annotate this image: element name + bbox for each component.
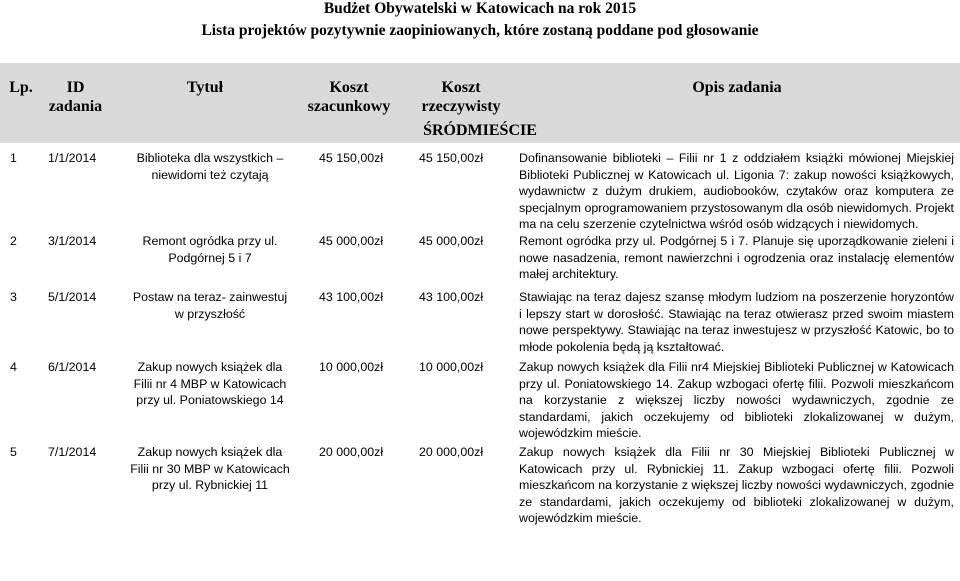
row-title: Biblioteka dla wszystkich – niewidomi też czytają <box>136 151 284 182</box>
row-id: 5/1/2014 <box>48 290 97 304</box>
row-actual: 43 100,00zł <box>419 290 484 304</box>
row-description: Zakup nowych książek dla Filii nr4 Miejskiej Biblioteki Publicznej w Katowicach przy ul. Poniatowskiego 14. Zakup wzbogaci ofertę filii. Pozwoli mieszkańcom na korzystanie z większej liczby nowości wydawniczych, zgodnie ze standardami, jakich oczekujemy od biblioteki zlokalizowanej w dużym, wojewódzkim mieście. <box>519 360 954 440</box>
row-lp: 3 <box>10 290 17 304</box>
row-title: Zakup nowych książek dla Filii nr 30 MBP w Katowicach przy ul. Rybnickiej 11 <box>130 445 290 492</box>
col-header-description: Opis zadania <box>692 79 782 96</box>
col-header-actual: Koszt rzeczywisty <box>421 79 501 115</box>
row-actual: 10 000,00zł <box>419 360 484 374</box>
col-header-title: Tytuł <box>186 79 224 96</box>
row-id: 1/1/2014 <box>48 151 97 165</box>
row-estimated: 43 100,00zł <box>319 290 384 304</box>
row-title: Zakup nowych książek dla Filii nr 4 MBP w Katowicach przy ul. Poniatowskiego 14 <box>133 360 287 407</box>
page-title: Budżet Obywatelski w Katowicach na rok 2015 <box>323 0 637 17</box>
col-header-lp: Lp. <box>9 79 33 96</box>
row-actual: 45 150,00zł <box>419 151 484 165</box>
col-header-estimated: Koszt szacunkowy <box>307 79 391 115</box>
row-estimated: 45 000,00zł <box>319 234 384 248</box>
row-estimated: 45 150,00zł <box>319 151 384 165</box>
col-header-id: ID zadania <box>48 79 103 115</box>
row-estimated: 10 000,00zł <box>319 360 384 374</box>
row-lp: 5 <box>10 445 17 459</box>
row-description: Dofinansowanie biblioteki – Filii nr 1 z oddziałem książki mówionej Miejskiej Biblioteki Publicznej w Katowicach ul. Ligonia 7: zakup nowości książkowych, wydawnictw z dużym drukiem, audiobooków, czytaków oraz komputera ze specjalnym oprogramowaniem przystosowanym dla osób niewidomych. Projekt ma na celu szerzenie czytelnictwa wśród osób widzących i niewidomych. <box>519 151 954 231</box>
row-title: Postaw na teraz- zainwestuj w przyszłość <box>132 290 288 321</box>
row-lp: 2 <box>10 234 17 248</box>
row-title: Remont ogródka przy ul. Podgórnej 5 i 7 <box>142 234 278 265</box>
row-description: Stawiając na teraz dajesz szansę młodym ludziom na poszerzenie horyzontów i lepszy start w dorosłość. Stawiając na teraz otwierasz przed swoim miastem nowe perspektywy. Stawiając na teraz inwestujesz w przyszłość Katowic, bo to młode pokolenia będą ją kształtować. <box>519 290 954 354</box>
row-lp: 4 <box>10 360 17 374</box>
row-actual: 20 000,00zł <box>419 445 484 459</box>
page-subtitle: Lista projektów pozytywnie zaopiniowanych, które zostaną poddane pod głosowanie <box>201 22 759 39</box>
row-lp: 1 <box>10 151 17 165</box>
row-id: 7/1/2014 <box>48 445 97 459</box>
row-actual: 45 000,00zł <box>419 234 484 248</box>
row-description: Zakup nowych książek dla Filii nr 30 Miejskiej Biblioteki Publicznej w Katowicach przy ul. Rybnickiej 11. Zakup wzbogaci ofertę filii. Pozwoli mieszkańcom na korzystanie z większej liczby nowości wydawniczych, zgodnie ze standardami, jakich oczekujemy od biblioteki zlokalizowanej w dużym, wojewódzkim mieście. <box>519 445 954 525</box>
row-id: 3/1/2014 <box>48 234 97 248</box>
row-description: Remont ogródka przy ul. Podgórnej 5 i 7. Planuje się uporządkowanie zieleni i nowe nasadzenia, remont nawierzchni i ogrodzenia oraz instalację elementów małej architektury. <box>519 234 954 281</box>
section-label: ŚRÓDMIEŚCIE <box>423 122 537 139</box>
row-estimated: 20 000,00zł <box>319 445 384 459</box>
row-id: 6/1/2014 <box>48 360 97 374</box>
